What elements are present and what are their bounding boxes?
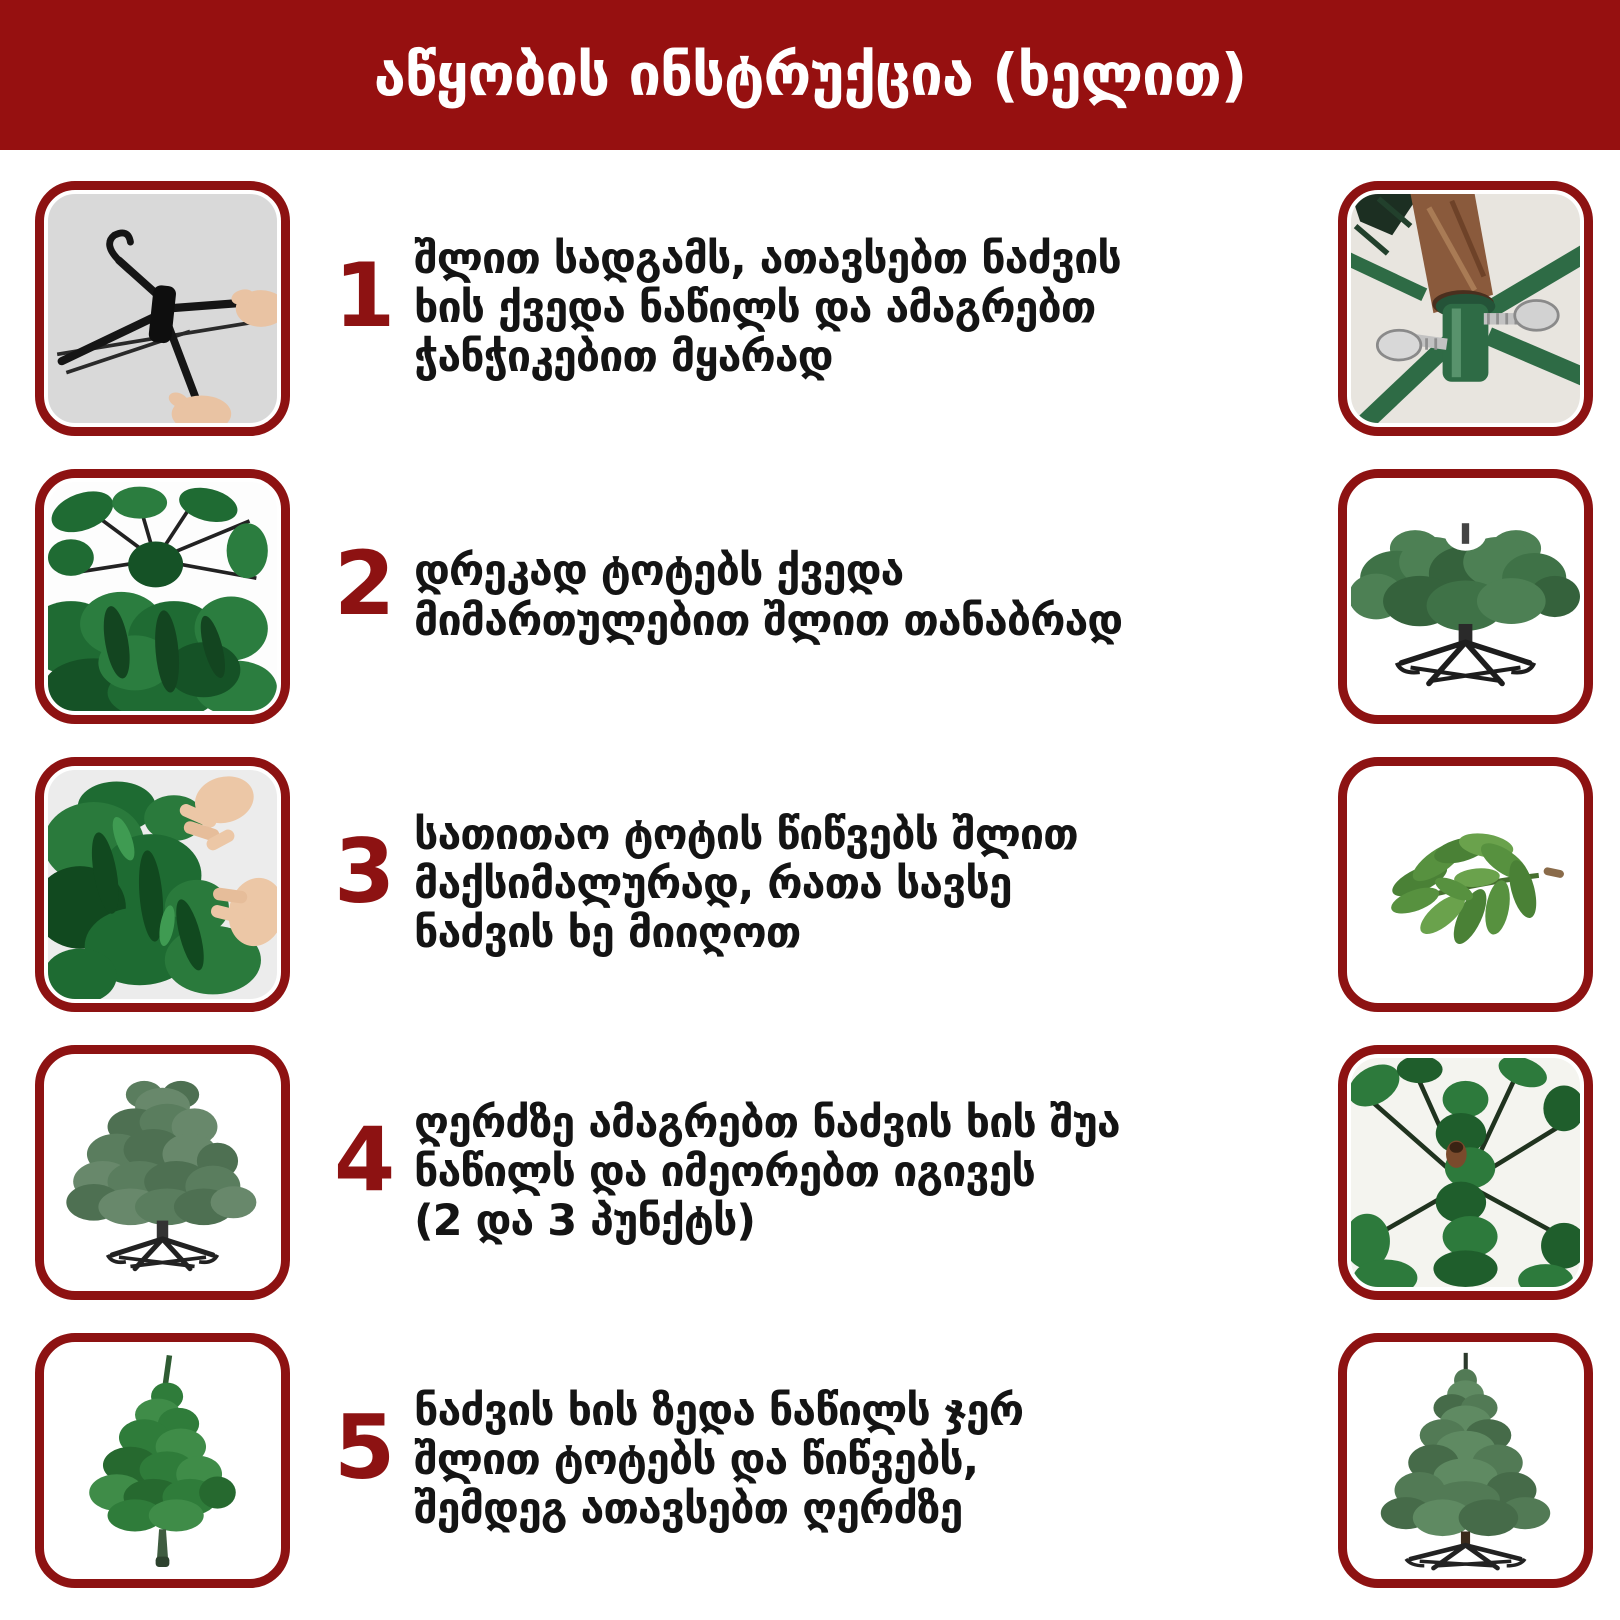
step-text-line: (2 და 3 პუნქტს) [414,1196,756,1246]
step3-right-photo-frame [1338,757,1593,1012]
pole-wingbolt-icon [1351,194,1580,423]
step-text-line: სათითაო ტოტის წიწვებს შლით [414,809,1078,860]
step-text-line: შლით ტოტებს და წიწვებს, [414,1434,979,1485]
step-text-line: ღერძზე ამაგრებთ ნაძვის ხის შუა [414,1097,1120,1148]
step4-left-photo [48,1058,277,1287]
step4-left-photo-frame [35,1045,290,1300]
step2-left-photo [48,482,277,711]
step-text-line: ნაწილს და იმეორებთ იგივეს [414,1146,1035,1197]
stand-unfold-icon [48,194,277,423]
steps-list [0,150,1620,1588]
step-text-line: დრეკად ტოტებს ქვედა [414,546,904,597]
step1-left-photo-frame [35,181,290,436]
step1-text [414,235,1121,382]
fluffing-hands-icon [48,770,277,999]
header-banner [0,0,1620,150]
step4-number: 4 [334,1107,396,1211]
step-text-line: ნაძვის ხის ზედა ნაწილს ჯერ [414,1385,1024,1436]
step4-right-photo-frame [1338,1045,1593,1300]
step4-text [414,1099,1120,1246]
step3-left-photo [48,770,277,999]
partial-tree-icon [48,1058,277,1287]
step-row-3 [35,757,1593,1012]
branches-spread-icon [48,482,277,711]
step5-left-photo-frame [35,1333,290,1588]
single-branch-icon [1351,770,1580,999]
step2-number: 2 [334,531,396,635]
step2-content [290,469,1338,724]
step-text-line: მიმართულებით შლით თანაბრად [414,595,1123,646]
page-title: აწყობის ინსტრუქცია (ხელით) [373,41,1247,109]
step3-content [290,757,1338,1012]
step-row-2 [35,469,1593,724]
step5-text [414,1387,1023,1534]
step1-right-photo [1351,194,1580,423]
step-text-line: ჭანჭიკებით მყარად [414,332,833,382]
step3-left-photo-frame [35,757,290,1012]
step1-content [290,181,1338,436]
step1-right-photo-frame [1338,181,1593,436]
step-row-5 [35,1333,1593,1588]
step1-left-photo [48,194,277,423]
step-text-line: ნაძვის ხე მიიღოთ [414,908,801,958]
step3-text [414,811,1078,958]
step4-right-photo [1351,1058,1580,1287]
step-text-line: მაქსიმალურად, რათა სავსე [414,858,1012,909]
step5-content [290,1333,1338,1588]
step-text-line: შემდეგ ათავსებთ ღერძზე [414,1484,963,1534]
full-tree-icon [1351,1346,1580,1575]
bottom-tier-icon [1351,482,1580,711]
step5-left-photo [48,1346,277,1575]
step-row-1 [35,181,1593,436]
step2-right-photo-frame [1338,469,1593,724]
step2-left-photo-frame [35,469,290,724]
step4-content [290,1045,1338,1300]
step5-number: 5 [334,1395,396,1499]
step5-right-photo [1351,1346,1580,1575]
mid-section-closeup-icon [1351,1058,1580,1287]
step1-number: 1 [334,243,396,347]
step5-right-photo-frame [1338,1333,1593,1588]
step-row-4 [35,1045,1593,1300]
step3-right-photo [1351,770,1580,999]
tree-top-section-icon [48,1346,277,1575]
step2-text [414,547,1122,645]
step-text-line: შლით სადგამს, ათავსებთ ნაძვის [414,233,1121,284]
step2-right-photo [1351,482,1580,711]
step3-number: 3 [334,819,396,923]
step-text-line: ხის ქვედა ნაწილს და ამაგრებთ [414,282,1096,333]
